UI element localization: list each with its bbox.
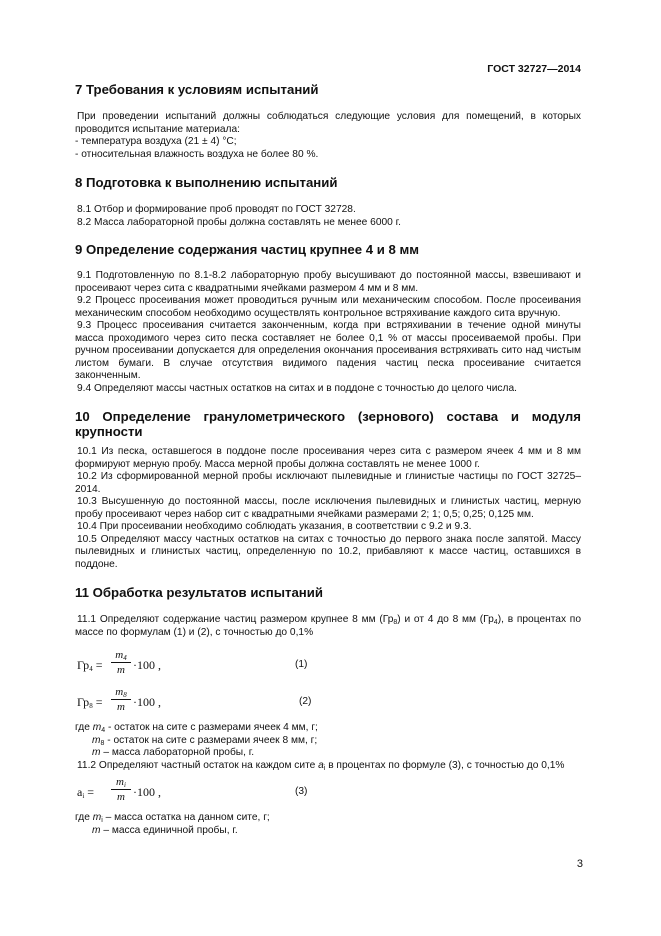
section-8-title: 8 Подготовка к выполнению испытаний: [75, 175, 338, 190]
s8-paragraph-1: 8.1 Отбор и формирование проб проводят по ГОСТ 32728.: [77, 204, 356, 215]
where-mi: где $m_i$ – масса остатка на данном сите, г;: [75, 812, 270, 824]
section-11-title: 11 Обработка результатов испытаний: [75, 585, 323, 600]
formula-1: $Гр_4$ = $\frac{m_4}{m}$ ·100 , (1): [77, 649, 308, 676]
section-9-title: 9 Определение содержания частиц крупнее 4 и 8 мм: [75, 242, 420, 257]
s9-paragraph-2: 9.2 Процесс просеивания может проводиться ручным или механическим способом. После просеивания механическим способом необходимо осуществлять контрольное встряхивание каждого сита вручную.: [75, 295, 581, 319]
where-m4: где $m_4$ - остаток на сите с размерами ячеек 4 мм, г;: [75, 722, 318, 734]
formula-3: $a_i$ = $\frac{m_i}{m}$ ·100 , (3): [77, 776, 308, 803]
s9-paragraph-1: 9.1 Подготовленную по 8.1-8.2 лабораторную пробу высушивают до постоянной массы, взвешивают и просеивают через сита с квадратными ячейками размером 4 мм и 8 мм.: [75, 270, 581, 294]
s7-list-item-2: - относительная влажность воздуха не более 80 %.: [75, 148, 319, 160]
s9-paragraph-3: 9.3 Процесс просеивания считается законченным, когда при встряхивании в течение одной минуты масса проходимого через сито песка составляет не более 0,1 % от массы просеиваемой пробы. При ручном просеивании допускается для определения окончания просеивания встряхивать сито над чистым листом бумаги. В случае отсутствия видимого падения частиц песка просеивание считается законченным.: [75, 320, 581, 381]
s11-paragraph-1: 11.1 Определяют содержание частиц размером крупнее 8 мм $(Гр_8)$ и от 4 до 8 мм $(Гр_4)$, в процентах по массе по формулам (1) и (2), с точностью до 0,1%: [75, 614, 581, 638]
s7-list-item-1: - температура воздуха (21 ± 4) °С;: [75, 136, 237, 147]
s11-paragraph-2: 11.2 Определяют частный остаток на каждом сите $a_i$ в процентах по формуле (3), с точностью до 0,1%: [77, 759, 565, 772]
s7-paragraph-1: При проведении испытаний должны соблюдаться следующие условия для помещений, в которых проводится испытание материала:: [75, 111, 581, 135]
s10-paragraph-3: 10.3 Высушенную до постоянной массы, после исключения пылевидных и глинистых частиц, мерную пробу просеивают через набор сит с квадратными ячейками размерами 2; 1; 0,5; 0,25; 0,125 мм.: [75, 496, 581, 520]
document-body: [75, 82, 581, 837]
s9-paragraph-4: 9.4 Определяют массы частных остатков на ситах и в поддоне с точностью до целого числа.: [77, 382, 517, 394]
s8-paragraph-2: 8.2 Масса лабораторной пробы должна составлять не менее 6000 г.: [77, 216, 401, 228]
s10-paragraph-5: 10.5 Определяют массу частных остатков на ситах с точностью до первого знака после запятой. Массу пылевидных и глинистых частиц, определенную по 10.2, прибавляют к массе частиц, оставшихся в поддоне.: [75, 533, 581, 570]
standard-header: ГОСТ 32727—2014: [487, 63, 581, 75]
section-7-title: 7 Требования к условиям испытаний: [75, 82, 319, 97]
page-number: 3: [576, 858, 583, 870]
where-m: m – масса лабораторной пробы, г.: [92, 747, 255, 758]
s10-paragraph-4: 10.4 При просеивании необходимо соблюдать указания, в соответствии с 9.2 и 9.3.: [77, 521, 472, 532]
formula-2: $Гр_8$ = $\frac{m_8}{m}$ ·100 , (2): [77, 686, 312, 713]
section-10-title: 10 Определение гранулометрического (зернового) состава и модуля крупности: [75, 409, 581, 439]
s10-paragraph-1: 10.1 Из песка, оставшегося в поддоне после просеивания через сита с размером ячеек 4 мм и 8 мм формируют мерную пробу. Масса мерной пробы должна составлять не менее 1000 г.: [75, 446, 581, 470]
where-m-single: m – масса единичной пробы, г.: [92, 824, 238, 836]
s10-paragraph-2: 10.2 Из сформированной мерной пробы исключают пылевидные и глинистые частицы по ГОСТ 32725–2014.: [75, 471, 581, 495]
where-m8: $m_8$ - остаток на сите с размерами ячеек 8 мм, г;: [92, 734, 318, 747]
